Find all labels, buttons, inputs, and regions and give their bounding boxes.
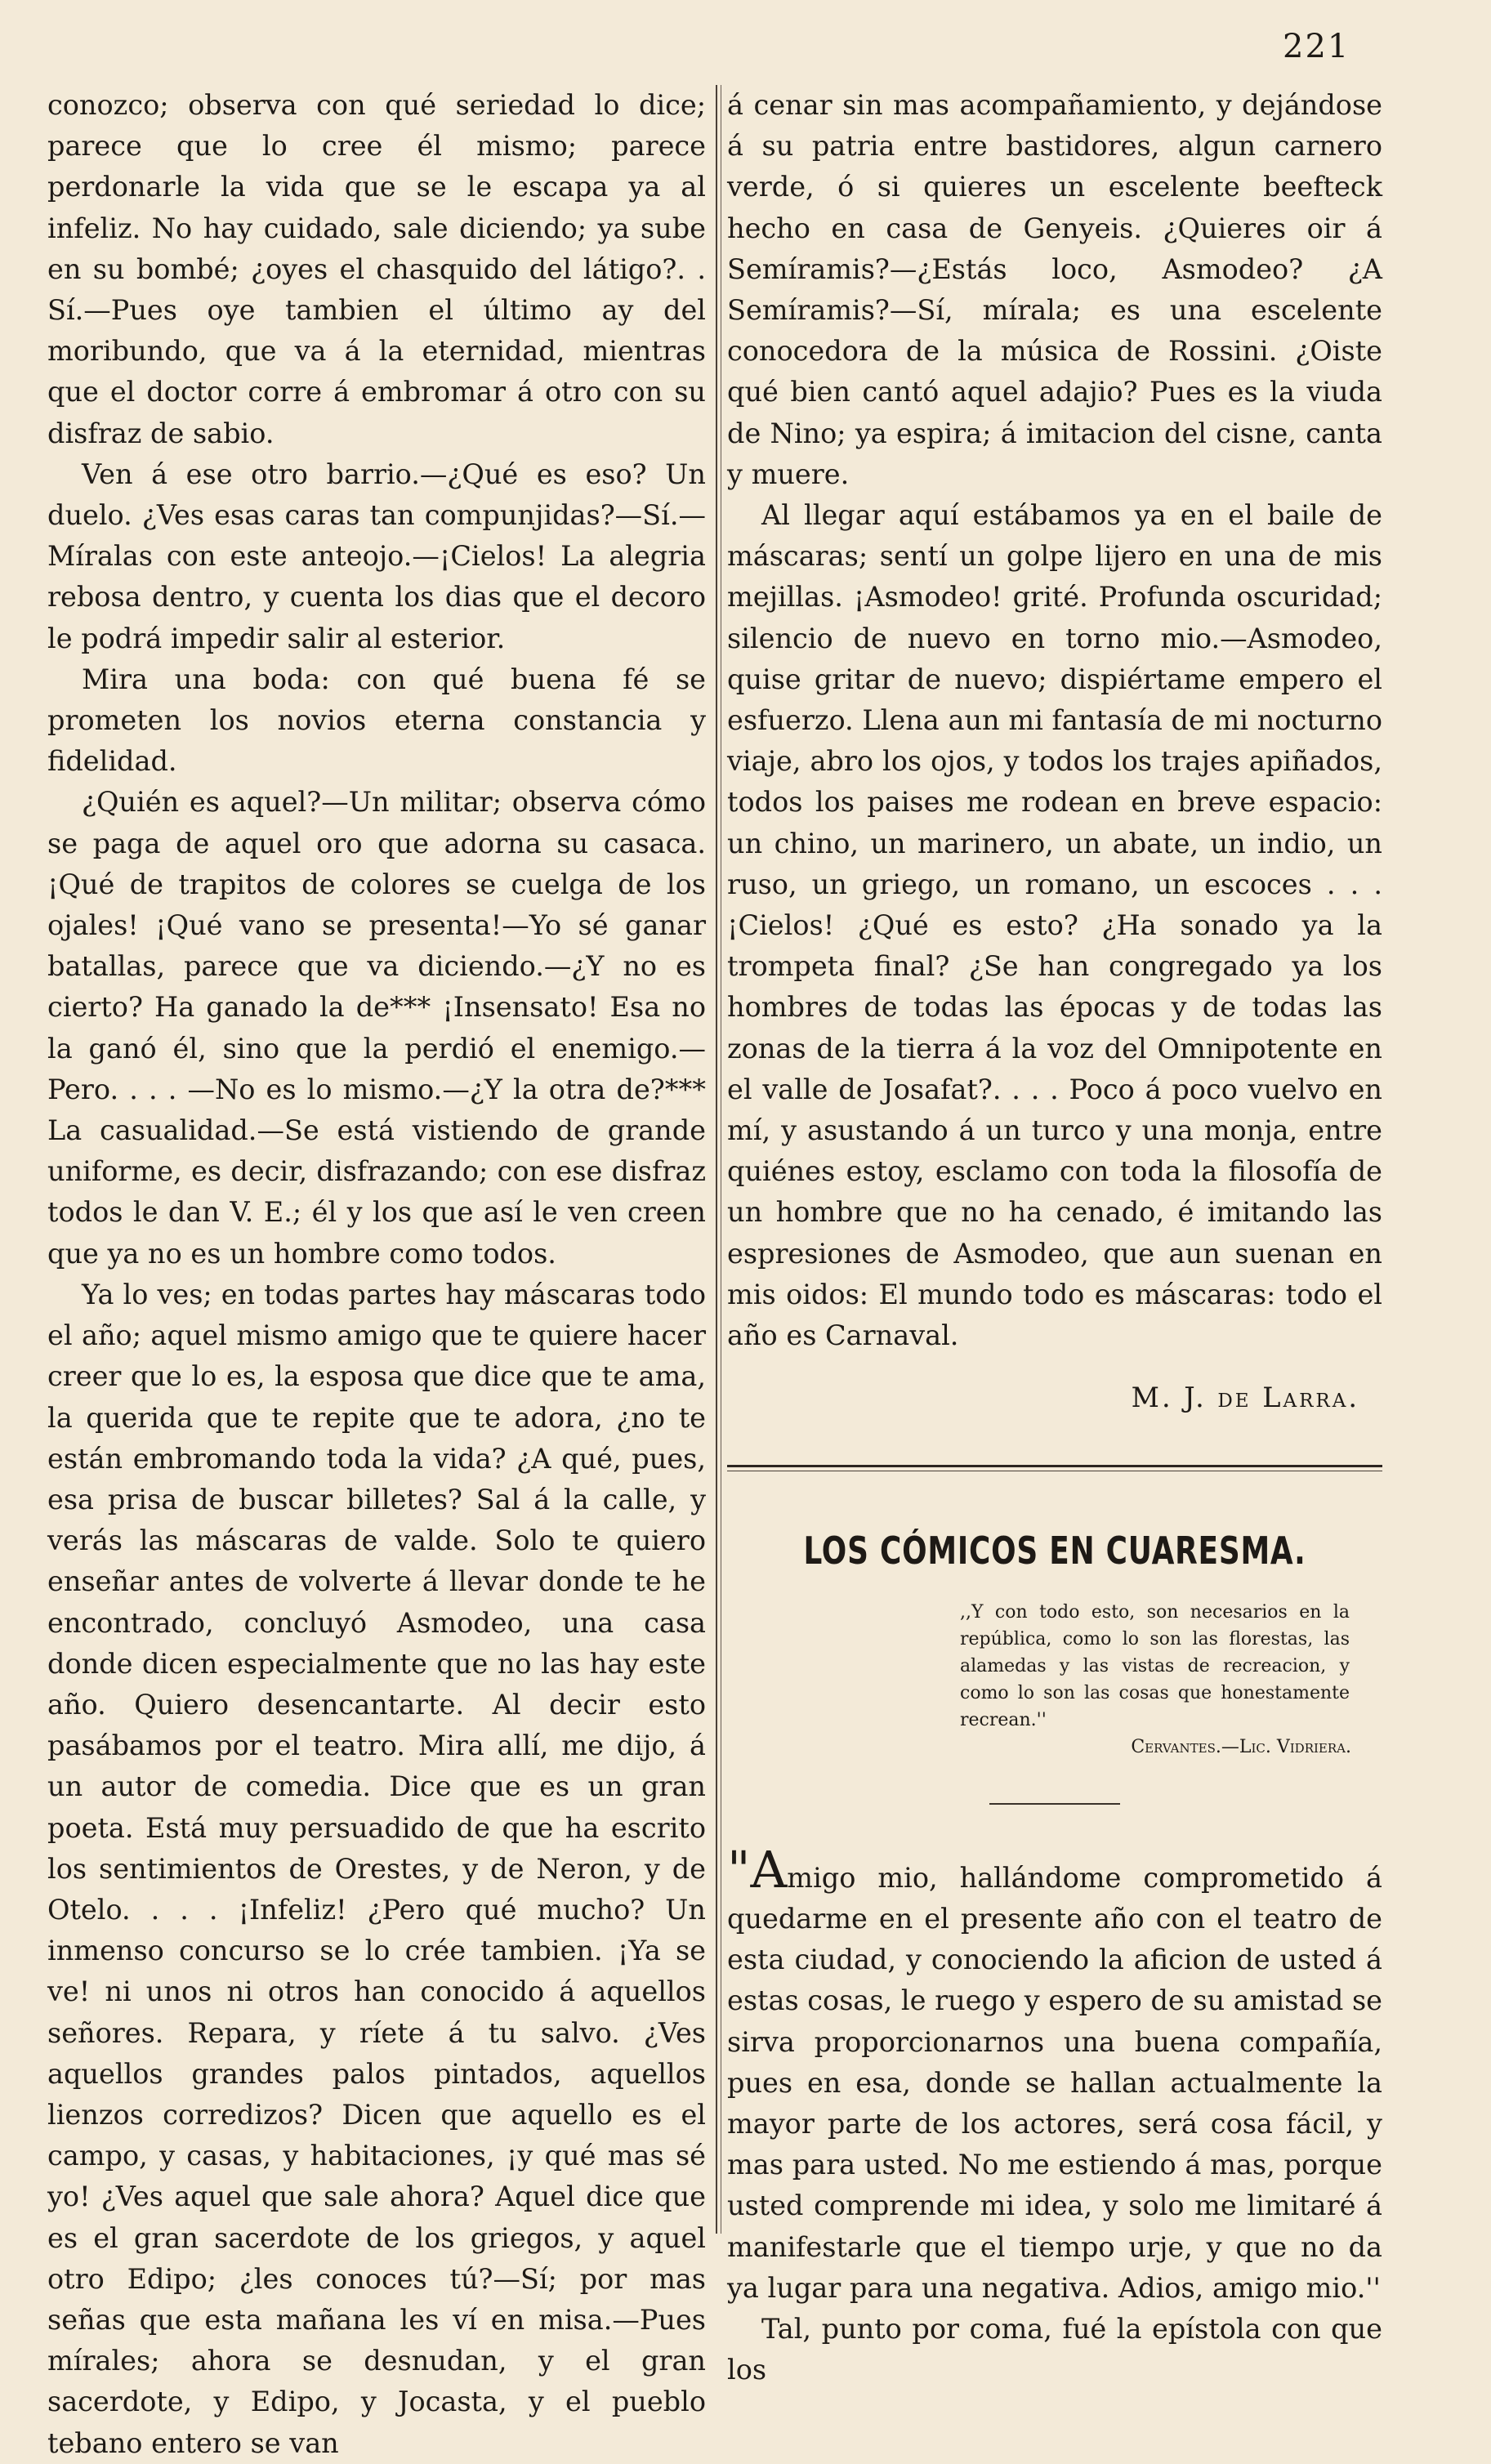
paragraph: á cenar sin mas acompañamiento, y dejándose á su patria entre bastidores, algun carnero verde, ó si quieres un escelente beefteck hecho en casa de Genyeis. ¿Quieres oir á Semíramis?—¿Estás loco, Asmodeo? ¿A Semíramis?—Sí, mírala; es una escelente conocedora de la música de Rossini. ¿Oiste qué bien cantó aquel adajio? Pues es la viuda de Nino; ya espira; á imitacion del cisne, canta y muere.	[727, 89, 1382, 490]
left-column	[47, 85, 706, 2464]
paragraph: Tal, punto por coma, fué la epístola con que los	[727, 2312, 1382, 2386]
paragraph: ¿Quién es aquel?—Un militar; observa cómo se paga de aquel oro que adorna su casaca. ¡Qué de trapitos de colores se cuelga de los ojales! ¡Qué vano se presenta!—Yo sé ganar batallas, parece que va diciendo.—¿Y no es cierto? Ha ganado la de*** ¡Insensato! Esa no la ganó él, sino que la perdió el enemigo.—Pero. . . . —No es lo mismo.—¿Y la otra de?*** La casualidad.—Se está vistiendo de grande uniforme, es decir, disfrazando; con ese disfraz todos le dan V. E.; él y los que así le ven creen que ya no es un hombre como todos.	[47, 786, 706, 1270]
paragraph: Mira una boda: con qué buena fé se prometen los novios eterna constancia y fidelidad.	[47, 663, 706, 778]
paragraph: Ven á ese otro barrio.—¿Qué es eso? Un duelo. ¿Ves esas caras tan compunjidas?—Sí.—Míralas con este anteojo.—¡Cielos! La alegria rebosa dentro, y cuenta los dias que el decoro le podrá impedir salir al esterior.	[47, 458, 706, 654]
paragraph: Al llegar aquí estábamos ya en el baile de máscaras; sentí un golpe lijero en una de mis mejillas. ¡Asmodeo! grité. Profunda oscuridad; silencio de nuevo en torno mio.—Asmodeo, quise gritar de nuevo; dispiértame empero el esfuerzo. Llena aun mi fantasía de mi nocturno viaje, abro los ojos, y todos los trajes apiñados, todos los paises me rodean en breve espacio: un chino, un marinero, un abate, un indio, un ruso, un griego, un romano, un escoces . . . ¡Cielos! ¿Qué es esto? ¿Ha sonado ya la trompeta final? ¿Se han congregado ya los hombres de todas las épocas y de todas las zonas de la tierra á la voz del Omnipotente en el valle de Josafat?. . . . Poco á poco vuelvo en mí, y asustando á un turco y una monja, entre quiénes estoy, esclamo con toda la filosofía de un hombre que no ha cenado, é imitando las espresiones de Asmodeo, que aun suenan en mis oidos: El mundo todo es máscaras: todo el año es Carnaval.	[727, 499, 1382, 1352]
section-divider	[727, 1465, 1382, 1467]
paragraph: Ya lo ves; en todas partes hay máscaras todo el año; aquel mismo amigo que te quiere hacer creer que lo es, la esposa que dice que te ama, la querida que te repite que te adora, ¿no te están embromando toda la vida? ¿A qué, pues, esa prisa de buscar billetes? Sal á la calle, y verás las máscaras de valde. Solo te quiero enseñar antes de volverte á llevar donde te he encontrado, concluyó Asmodeo, una casa donde dicen especialmente que no las hay este año. Quiero desencantarte. Al decir esto pasábamos por el teatro. Mira allí, me dijo, á un autor de comedia. Dice que es un gran poeta. Está muy persuadido de que ha escrito los sentimientos de Orestes, y de Neron, y de Otelo. . . . ¡Infeliz! ¿Pero qué mucho? Un inmenso concurso se lo crée tambien. ¡Ya se ve! ni unos ni otros han conocido á aquellos señores. Repara, y ríete á tu salvo. ¿Ves aquellos grandes palos pintados, aquellos lienzos corredizos? Dicen que aquello es el campo, y casas, y habitaciones, ¡y qué mas sé yo! ¿Ves aquel que sale ahora? Aquel dice que es el gran sacerdote de los griegos, y aquel otro Edipo; ¿les conoces tú?—Sí; por mas señas que esta mañana les ví en misa.—Pues mírales; ahora se desnudan, y el gran sacerdote, y Edipo, y Jocasta, y el pueblo tebano entero se van	[47, 1278, 706, 2459]
right-column	[727, 85, 1382, 2390]
page-number: 221	[1283, 28, 1350, 65]
short-divider	[989, 1803, 1120, 1805]
letter-text: migo mio, hallándome comprometido á quedarme en el presente año con el teatro de esta ciudad, y conociendo la aficion de usted á estas cosas, le ruego y espero de su amistad se sirva proporcionarnos una buena compañía, pues en esa, donde se hallan actualmente la mayor parte de los actores, será cosa fácil, y mas para usted. No me estiendo á mas, porque usted comprende mi idea, y solo me limitaré á manifestarle que el tiempo urje, y que no da ya lugar para una negativa. Adios, amigo mio.''	[727, 1861, 1382, 2304]
epigraph: ,,Y con todo esto, son necesarios en la república, como lo son las florestas, las alamedas y las vistas de recreacion, y como lo son las cosas que honestamente recrean.''	[960, 1601, 1350, 1730]
article-title: LOS CÓMICOS EN CUARESMA.	[803, 1528, 1306, 1573]
drop-cap: "A	[727, 1839, 788, 1899]
letter-paragraph	[727, 1839, 1382, 2309]
column-divider	[716, 85, 717, 2234]
paragraph: conozco; observa con qué seriedad lo dice; parece que lo cree él mismo; parece perdonarle la vida que se le escapa ya al infeliz. No hay cuidado, sale diciendo; ya sube en su bombé; ¿oyes el chasquido del látigo?. . Sí.—Pues oye tambien el último ay del moribundo, que va á la eternidad, mientras que el doctor corre á embromar á otro con su disfraz de sabio.	[47, 89, 706, 449]
epigraph-attribution: Cervantes.—Lic. Vidriera.	[1131, 1736, 1351, 1757]
author-signature: M. J. de Larra.	[1131, 1382, 1359, 1414]
